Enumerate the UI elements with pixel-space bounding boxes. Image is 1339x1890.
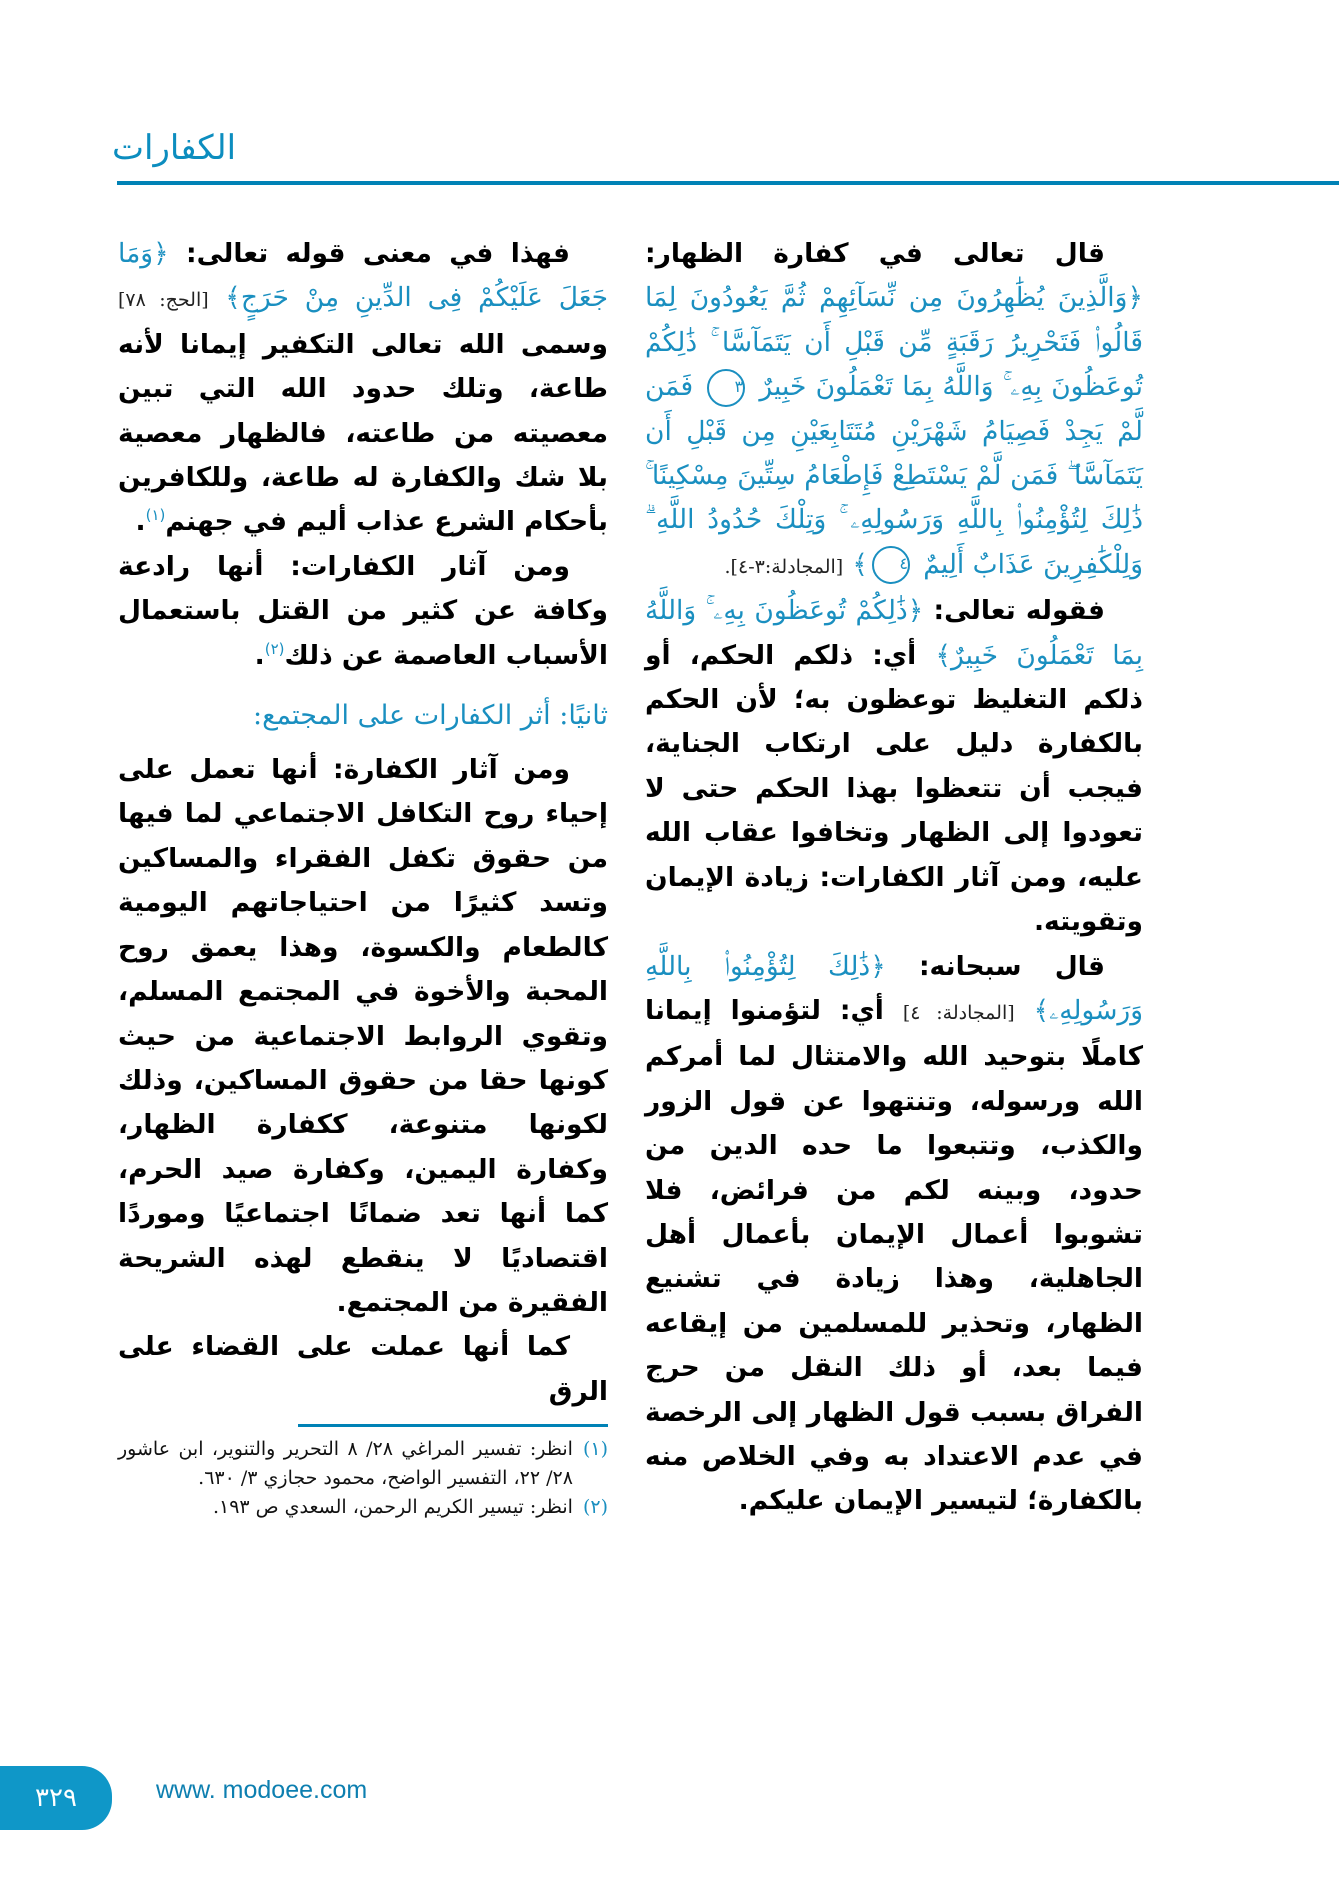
period: . — [135, 506, 146, 538]
footnote-number: (١) — [582, 1438, 608, 1461]
header-divider — [117, 181, 1339, 185]
footnote-ref-2[interactable]: (٢) — [264, 639, 285, 658]
paragraph-social-effect — [118, 748, 608, 1325]
intro-text: فقوله تعالى: — [933, 595, 1105, 627]
verse-reference: [الحج: ٧٨] — [118, 289, 209, 312]
body-text: ومن آثار الكفارة: أنها تعمل على إحياء روح التكافل الاجتماعي لما فيها من حقوق تكفل الفقراء والمساكين وتسد كثيرًا من احتياجاتهم اليومية كالطعام والكسوة، وهذا يعمق روح المحبة والأخوة في المجتمع المسلم، وتقوي الروابط الاجتماعية من حيث كونها حقا من حقوق المساكين، وذلك لكونها متنوعة، ككفارة الظهار، وكفارة اليمين، وكفارة صيد الحرم، كما أنها تعد ضمانًا اجتماعيًا وموردًا اقتصاديًا لا ينقطع لهذه الشريحة الفقيرة من المجتمع. — [118, 754, 608, 1318]
footnote-number: (٢) — [582, 1496, 608, 1519]
verse-reference: [المجادلة:٣-٤]. — [724, 555, 844, 578]
intro-text: فهذا في معنى قوله تعالى: — [185, 238, 570, 269]
paragraph-explanation-2 — [645, 945, 1143, 1524]
quran-close-bracket-icon: ﴾ — [1033, 994, 1050, 1026]
quran-open-bracket-icon: ﴿ — [870, 950, 886, 982]
website-link[interactable]: www. modoee.com — [156, 1776, 368, 1804]
paragraph-no-hardship — [118, 232, 608, 545]
page-number-tab: ٣٢٩ — [0, 1766, 112, 1830]
quran-open-bracket-icon: ﴿ — [907, 595, 924, 627]
body-text: كما أنها عملت على القضاء على الرق — [118, 1331, 608, 1407]
section-heading: ثانيًا: أثر الكفارات على المجتمع: — [253, 700, 608, 732]
paragraph-slavery — [118, 1325, 608, 1414]
footnote-item — [118, 1493, 608, 1522]
footnote-divider — [298, 1424, 608, 1427]
footnote-ref-1[interactable]: (١) — [145, 506, 166, 525]
quran-close-bracket-icon: ﴾ — [935, 639, 951, 671]
footnote-item — [118, 1435, 608, 1493]
body-text: وسمى الله تعالى التكفير إيمانا لأنه طاعة، وتلك حدود الله التي تبين معصيته من طاعته، فالظهار معصية بلا شك والكفارة له طاعة، وللكافرين بأحكام الشرع عذاب أليم في جهنم — [118, 328, 608, 538]
chapter-title: الكفارات — [112, 128, 237, 168]
paragraph-deterrent — [118, 545, 608, 678]
page-footer — [0, 1766, 700, 1830]
quran-open-bracket-icon: ﴿ — [1127, 282, 1143, 314]
quran-verse: وَمَا جَعَلَ عَلَيْكُمْ فِى الدِّينِ مِنْ حَرَجٍ — [118, 238, 608, 314]
body-text: أي: ذلكم الحكم، أو ذلكم التغليظ توعظون به؛ لأن الحكم بالكفارة دليل على ارتكاب الجناية، فيجب أن تتعظوا بهذا الحكم حتى لا تعودوا إلى الظهار وتخافوا عقاب الله عليه، ومن آثار الكفارات: زيادة الإيمان وتقويته. — [645, 639, 1143, 938]
quran-close-bracket-icon: ﴾ — [225, 282, 241, 314]
ayah-number-marker: ٣ — [707, 369, 745, 407]
quran-verse: ذَٰلِكَ لِتُؤْمِنُوا۟ بِاللَّهِ وَرَسُولِهِۦ — [645, 950, 1143, 1026]
body-text: أي: لتؤمنوا إيمانا كاملًا بتوحيد الله والامتثال لما أمركم الله ورسوله، وتنتهوا عن قول الزور والكذب، وتتبعوا ما حده الدين من حدود، وبينه لكم من فرائض، فلا تشوبوا أعمال الإيمان بأعمال أهل الجاهلية، وهذا زيادة في تشنيع الظهار، وتحذير للمسلمين من إيقاعه فيما بعد، أو ذلك النقل من حرج الفراق بسبب قول الظهار إلى الرخصة في عدم الاعتداد به وفي الخلاص منه بالكفارة؛ لتيسير الإيمان عليكم. — [645, 994, 1143, 1517]
paragraph-explanation-1 — [645, 589, 1143, 944]
intro-text: قال سبحانه: — [918, 950, 1105, 982]
verse-reference: [المجادلة: ٤] — [902, 1001, 1015, 1024]
quran-close-bracket-icon: ﴾ — [852, 548, 868, 580]
body-text: ومن آثار الكفارات: أنها رادعة وكافة عن كثير من القتل باستعمال الأسباب العاصمة عن ذلك — [118, 550, 608, 671]
footnote-text: انظر: تفسير المراغي ٢٨/ ٨ التحرير والتنوير، ابن عاشور ٢٨/ ٢٢، التفسير الواضح، محمود حجازي ٣/ ٦٣٠. — [118, 1438, 573, 1490]
period: . — [254, 639, 265, 671]
quran-open-bracket-icon: ﴿ — [153, 238, 169, 269]
footnotes — [118, 1435, 608, 1522]
quran-verse: وَالَّذِينَ يُظَٰهِرُونَ مِن نِّسَآئِهِمْ ثُمَّ يَعُودُونَ لِمَا قَالُوا۟ فَتَحْرِيرُ رَقَبَةٍ مِّن قَبْلِ أَن يَتَمَآسَّا ۚ ذَٰلِكُمْ تُوعَظُونَ بِهِۦ ۚ وَاللَّهُ بِمَا تَعْمَلُونَ خَبِيرٌ — [645, 282, 1143, 403]
right-column — [645, 232, 1143, 1524]
intro-text: قال تعالى في كفارة الظهار: — [645, 238, 1105, 269]
footnote-text: انظر: تيسير الكريم الرحمن، السعدي ص ١٩٣. — [212, 1496, 573, 1519]
quran-verse: فَمَن لَّمْ يَجِدْ فَصِيَامُ شَهْرَيْنِ مُتَتَابِعَيْنِ مِن قَبْلِ أَن يَتَمَآسَّا ۖ فَمَن لَّمْ يَسْتَطِعْ فَإِطْعَامُ سِتِّينَ مِسْكِينًا ۚ ذَٰلِكَ لِتُؤْمِنُوا۟ بِاللَّهِ وَرَسُولِهِۦ ۚ وَتِلْكَ حُدُودُ اللَّهِ ۗ وَلِلْكَٰفِرِينَ عَذَابٌ أَلِيمٌ — [645, 371, 1143, 580]
quran-verse: ذَٰلِكُمْ تُوعَظُونَ بِهِۦ ۚ وَاللَّهُ بِمَا تَعْمَلُونَ خَبِيرٌ — [645, 595, 1143, 671]
ayah-number-marker: ٤ — [872, 546, 910, 584]
left-column — [118, 232, 608, 1522]
paragraph-zihar-verse — [645, 232, 1143, 589]
